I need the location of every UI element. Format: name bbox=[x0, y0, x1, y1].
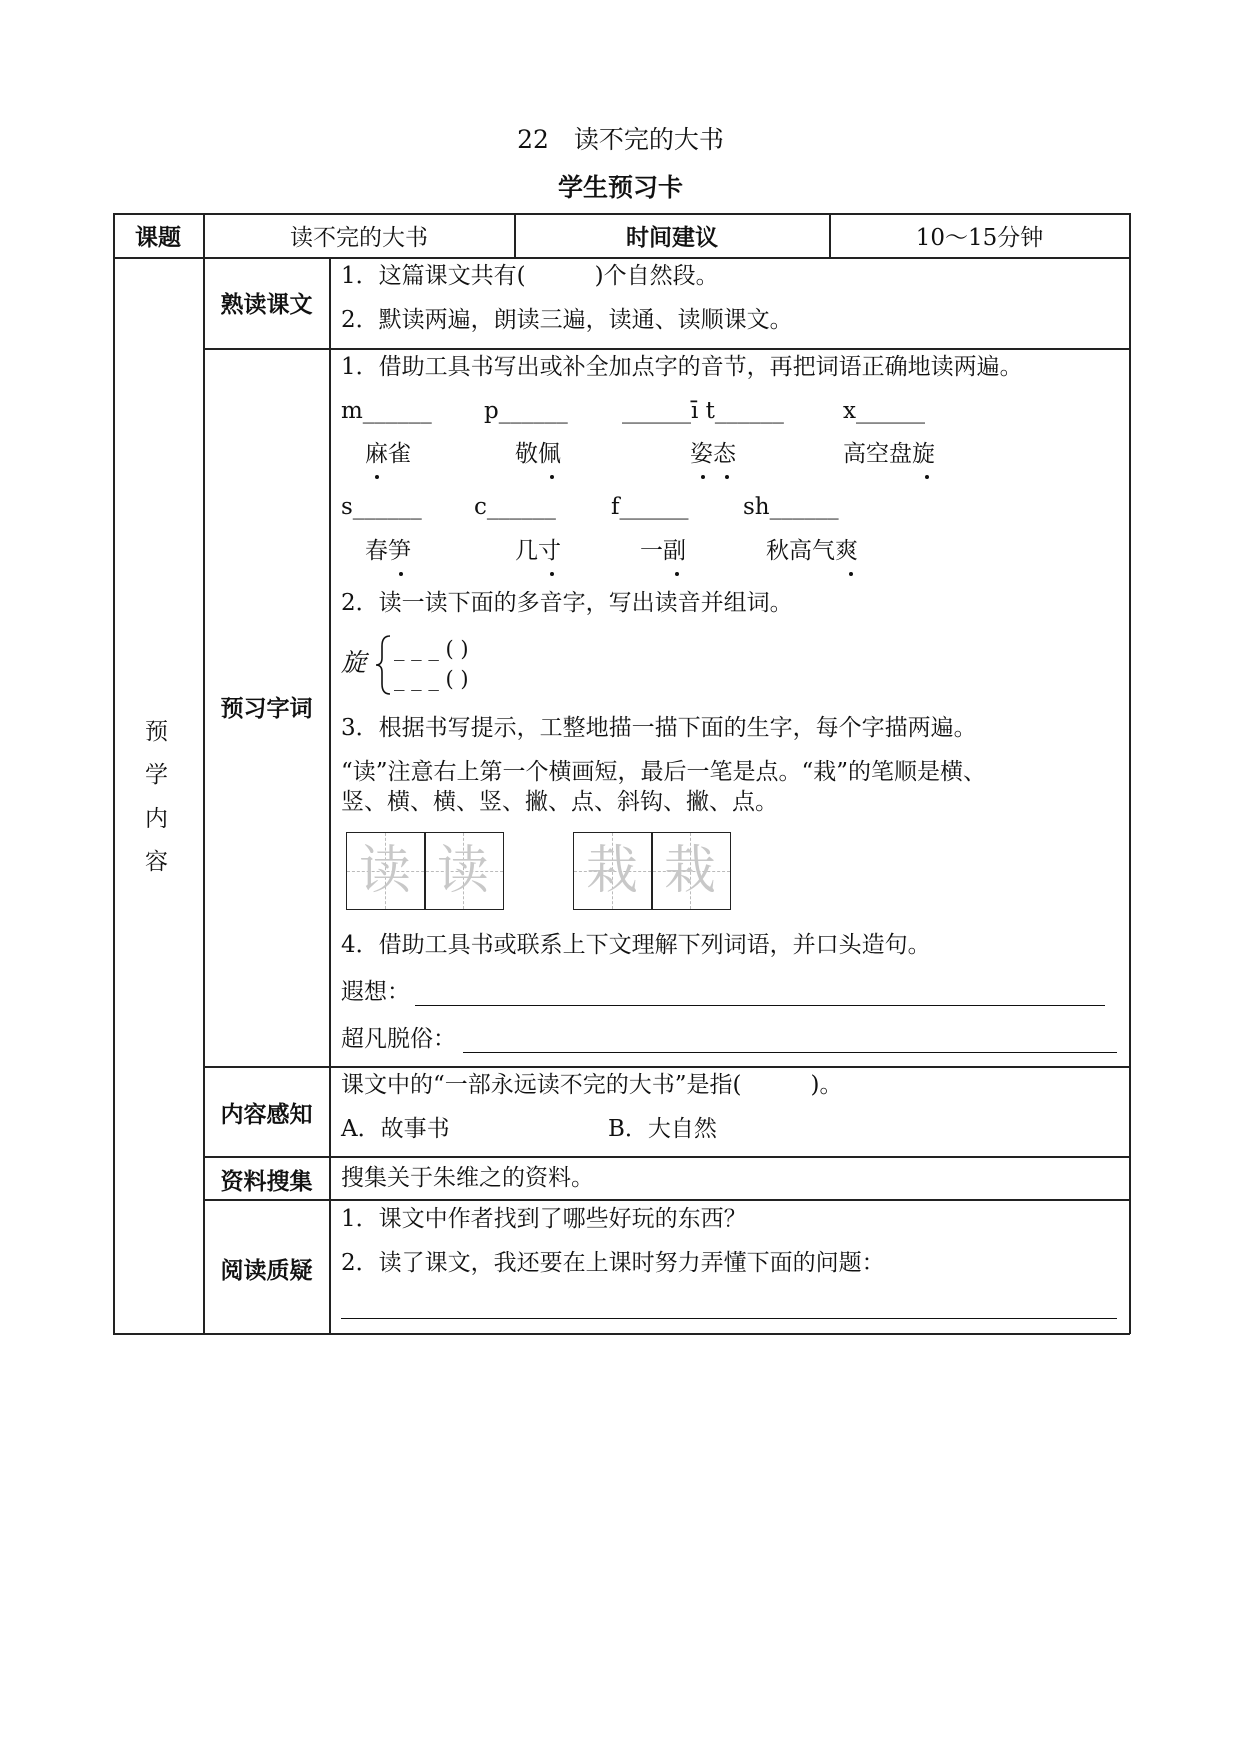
trace-char-zai: 栽 bbox=[585, 841, 638, 901]
label-time: 时间建议 bbox=[626, 225, 718, 251]
term-xiaxiang: 遐想： bbox=[341, 979, 410, 1005]
answer-line-questions[interactable] bbox=[341, 1318, 1117, 1319]
page-subtitle: 学生预习卡 bbox=[557, 173, 683, 202]
word-chunsun: 春笋 bbox=[365, 538, 411, 564]
word-qiugaoqishuang: 秋高气爽 bbox=[766, 538, 858, 564]
word-gaokongpanxuan: 高空盘旋 bbox=[843, 441, 935, 467]
writing-tip-1: “读”注意右上第一个横画短，最后一笔是点。“栽”的笔顺是横、 bbox=[341, 759, 987, 785]
vocab-q2: 2．读一读下面的多音字，写出读音并组词。 bbox=[341, 590, 793, 616]
answer-line-chaofantuosu[interactable] bbox=[463, 1052, 1117, 1053]
label-perception: 内容感知 bbox=[220, 1102, 313, 1128]
brace-icon bbox=[374, 634, 394, 696]
pinyin-blank-zitai: ______ī t______ bbox=[622, 398, 784, 424]
pinyin-blank-m: m______ bbox=[341, 398, 432, 424]
perception-option-a[interactable]: A．故事书 bbox=[341, 1116, 450, 1142]
pinyin-blank-f: f______ bbox=[611, 494, 689, 520]
reading-line-1: 1．这篇课文共有( )个自然段。 bbox=[341, 263, 719, 289]
polyphone-char: 旋 bbox=[341, 648, 367, 677]
emphasis-dot bbox=[675, 572, 679, 576]
time-value: 10～15分钟 bbox=[915, 225, 1044, 251]
perception-option-b[interactable]: B．大自然 bbox=[608, 1116, 717, 1142]
polyphone-blank-2: _ _ _ ( ) bbox=[394, 667, 469, 691]
word-jicun: 几寸 bbox=[515, 538, 561, 564]
writing-tip-2: 竖、横、横、竖、撇、点、斜钩、撇、点。 bbox=[341, 789, 778, 815]
trace-grid-zai bbox=[573, 832, 731, 910]
word-zitai: 姿态 bbox=[690, 441, 736, 467]
word-yifu: 一副 bbox=[640, 538, 686, 564]
page-title: 22 读不完的大书 bbox=[517, 125, 724, 154]
label-research: 资料搜集 bbox=[220, 1169, 313, 1195]
questions-line-1: 1．课文中作者找到了哪些好玩的东西？ bbox=[341, 1206, 747, 1232]
pinyin-blank-c: c______ bbox=[474, 494, 556, 520]
pinyin-blank-sh: sh______ bbox=[743, 494, 839, 520]
questions-line-2: 2．读了课文，我还要在上课时努力弄懂下面的问题： bbox=[341, 1250, 885, 1276]
label-reading: 熟读课文 bbox=[220, 292, 313, 318]
label-topic: 课题 bbox=[135, 225, 181, 251]
emphasis-dot bbox=[849, 572, 853, 576]
label-vocab: 预习字词 bbox=[220, 696, 313, 722]
emphasis-dot bbox=[399, 572, 403, 576]
label-questions: 阅读质疑 bbox=[220, 1258, 313, 1284]
perception-question: 课文中的“一部永远读不完的大书”是指( )。 bbox=[341, 1072, 843, 1098]
pinyin-blank-p: p______ bbox=[484, 398, 568, 424]
trace-grid-du bbox=[346, 832, 504, 910]
emphasis-dot bbox=[925, 475, 929, 479]
emphasis-dot bbox=[550, 475, 554, 479]
vocab-q1: 1．借助工具书写出或补全加点字的音节，再把词语正确地读两遍。 bbox=[341, 354, 1023, 380]
emphasis-dot bbox=[375, 475, 379, 479]
word-maque: 麻雀 bbox=[365, 441, 411, 467]
trace-char-du: 读 bbox=[436, 841, 489, 901]
vocab-q3: 3．根据书写提示，工整地描一描下面的生字，每个字描两遍。 bbox=[341, 715, 977, 741]
answer-line-xiaxiang[interactable] bbox=[415, 1005, 1105, 1006]
pinyin-blank-x: x______ bbox=[843, 398, 925, 424]
trace-char-zai: 栽 bbox=[663, 841, 716, 901]
topic-value: 读不完的大书 bbox=[290, 225, 428, 251]
reading-line-2: 2．默读两遍，朗读三遍，读通、读顺课文。 bbox=[341, 307, 793, 333]
trace-char-du: 读 bbox=[358, 841, 411, 901]
vocab-q4: 4．借助工具书或联系上下文理解下列词语，并口头造句。 bbox=[341, 932, 931, 958]
emphasis-dot bbox=[725, 475, 729, 479]
pinyin-blank-s: s______ bbox=[341, 494, 422, 520]
polyphone-blank-1: _ _ _ ( ) bbox=[394, 637, 469, 661]
emphasis-dot bbox=[701, 475, 705, 479]
research-text: 搜集关于朱维之的资料。 bbox=[341, 1165, 594, 1191]
term-chaofantuosu: 超凡脱俗： bbox=[341, 1026, 456, 1052]
word-jingpei: 敬佩 bbox=[515, 441, 561, 467]
emphasis-dot bbox=[550, 572, 554, 576]
